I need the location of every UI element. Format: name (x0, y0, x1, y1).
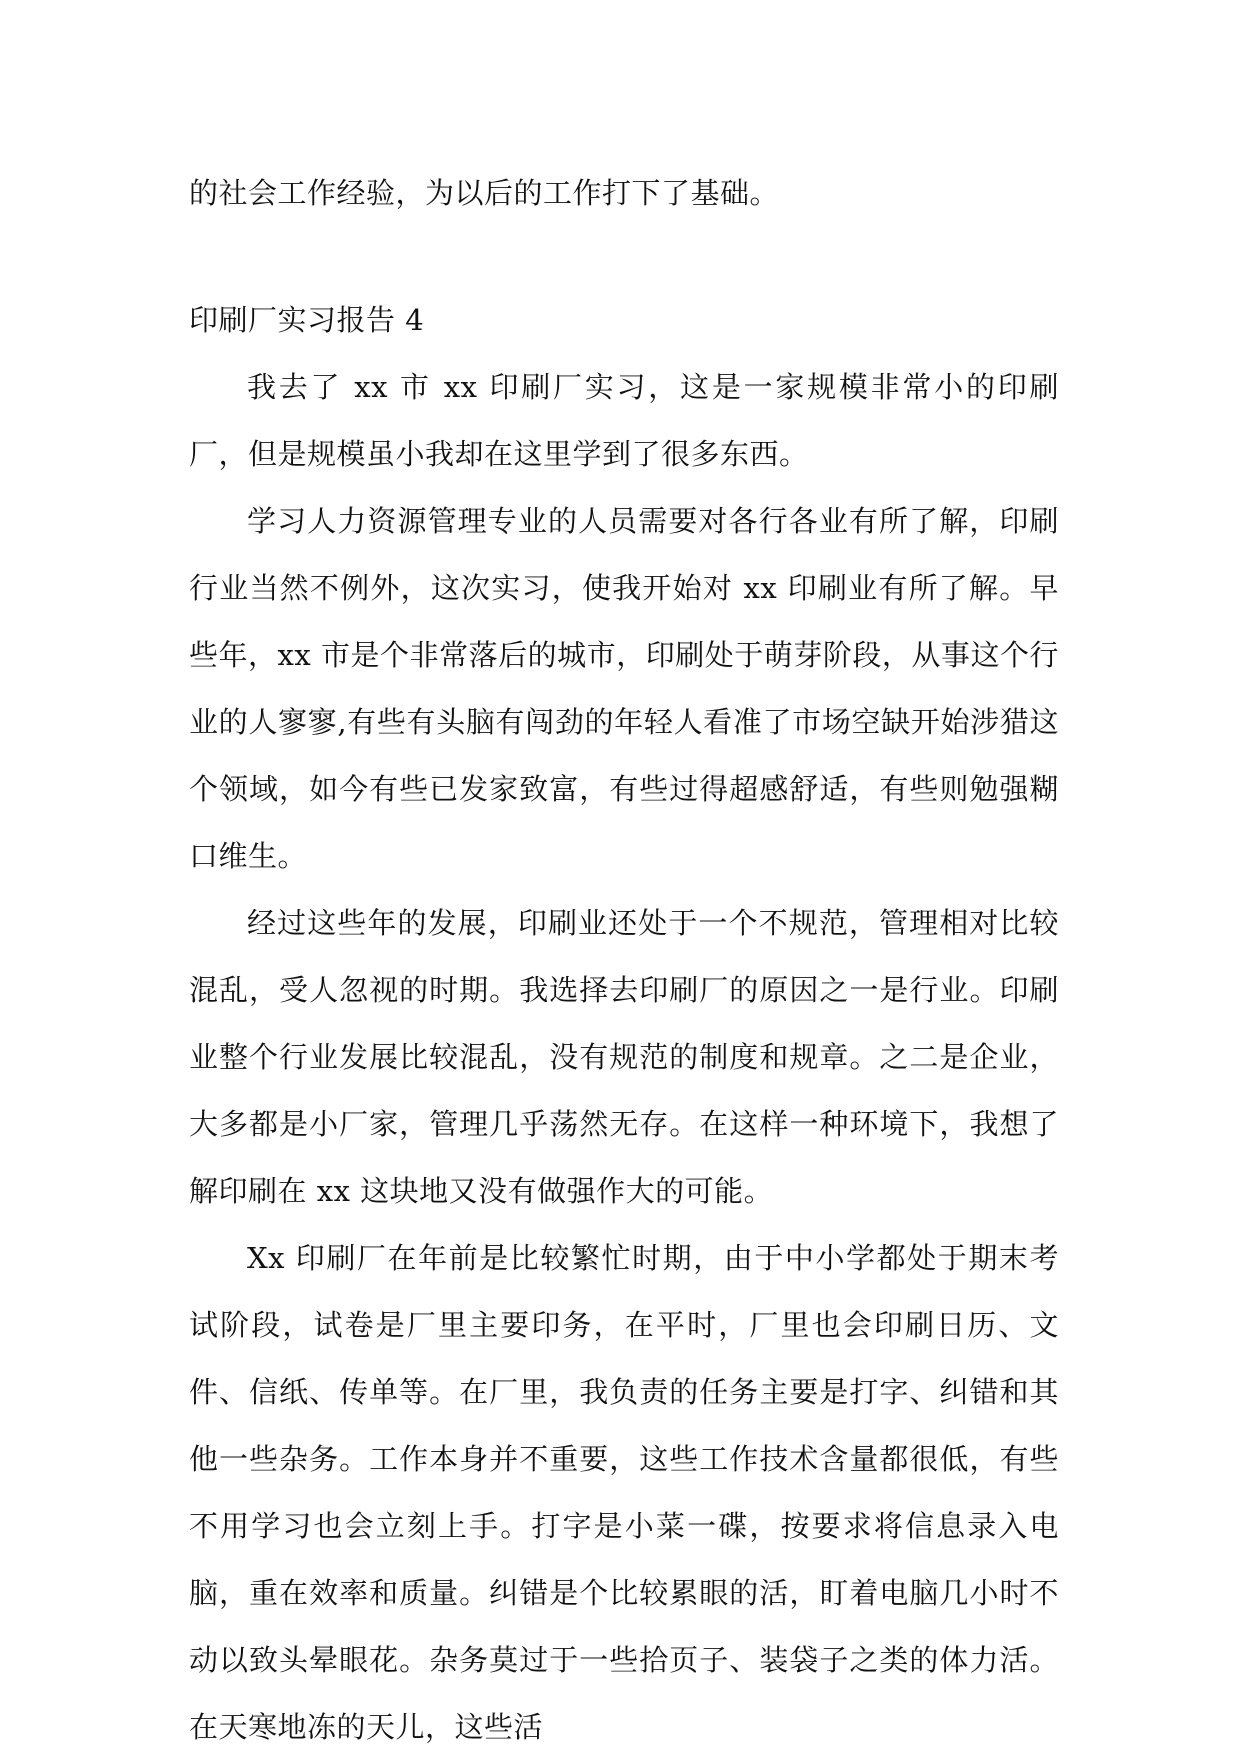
continuation-paragraph: 的社会工作经验，为以后的工作打下了基础。 (189, 176, 780, 210)
section-title: 印刷厂实习报告 4 (189, 303, 425, 337)
document-body (189, 160, 1059, 1761)
paragraph-4: Xx 印刷厂在年前是比较繁忙时期，由于中小学都处于期末考试阶段，试卷是厂里主要印务，在平时，厂里也会印刷日历、文件、信纸、传单等。在厂里，我负责的任务主要是打字、纠错和其他一些杂务。工作本身并不重要，这些工作技术含量都很低，有些不用学习也会立刻上手。打字是小菜一碟，按要求将信息录入电脑，重在效率和质量。纠错是个比较累眼的活，盯着电脑几小时不动以致头晕眼花。杂务莫过于一些拾页子、装袋子之类的体力活。在天寒地冻的天儿，这些活 (189, 1241, 1059, 1744)
paragraph-3: 经过这些年的发展，印刷业还处于一个不规范，管理相对比较混乱，受人忽视的时期。我选择去印刷厂的原因之一是行业。印刷业整个行业发展比较混乱，没有规范的制度和规章。之二是企业，大多都是小厂家，管理几乎荡然无存。在这样一种环境下，我想了解印刷在 xx 这块地又没有做强作大的可能。 (189, 906, 1059, 1208)
paragraph-2: 学习人力资源管理专业的人员需要对各行各业有所了解，印刷行业当然不例外，这次实习，使我开始对 xx 印刷业有所了解。早些年，xx 市是个非常落后的城市，印刷处于萌芽阶段，从事这个行业的人寥寥,有些有头脑有闯劲的年轻人看准了市场空缺开始涉猎这个领域，如今有些已发家致富，有些过得超感舒适，有些则勉强糊口维生。 (189, 504, 1059, 873)
paragraph-1: 我去了 xx 市 xx 印刷厂实习，这是一家规模非常小的印刷厂，但是规模虽小我却在这里学到了很多东西。 (189, 370, 1059, 471)
